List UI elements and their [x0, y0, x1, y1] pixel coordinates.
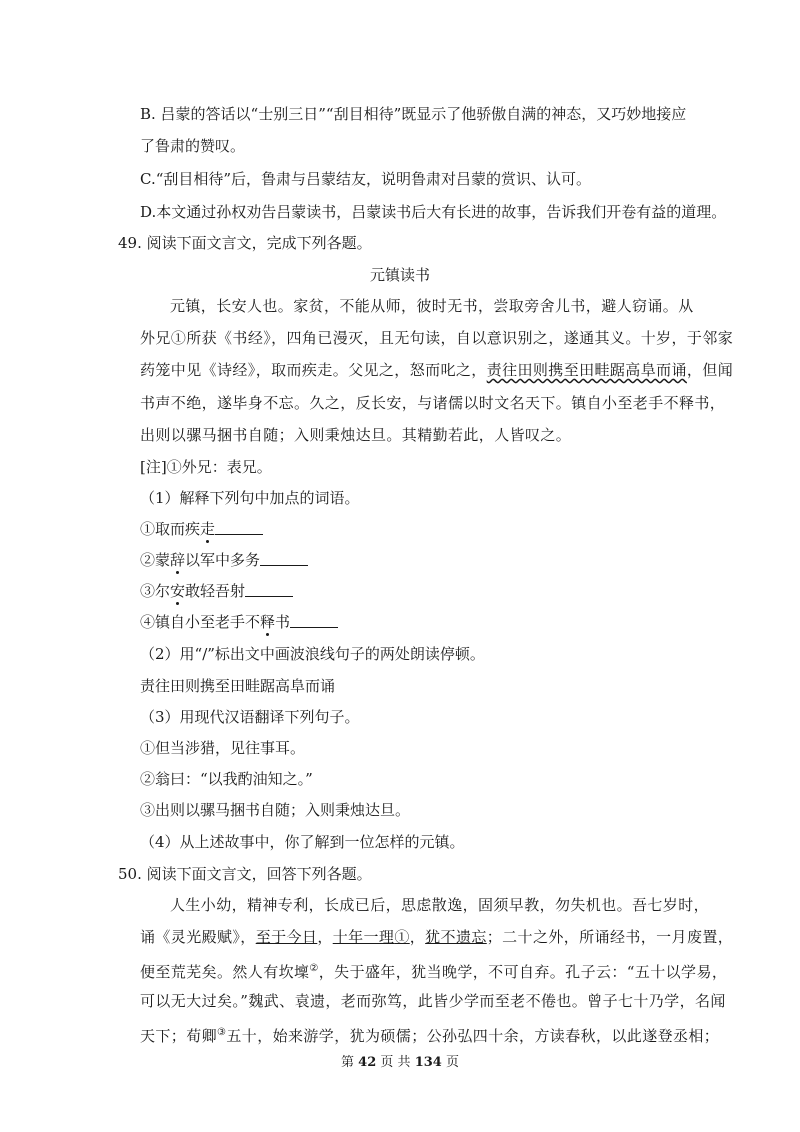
footnote-marker: ① — [170, 329, 187, 347]
passage-49-text: 所获《书经》，四角已漫灭，且无句读，自以意识别之，遂通其义。十岁，于邻家 — [186, 329, 734, 347]
passage-50-text: ，失于盛年，犹当晚学，不可自弃。孔子云：“五十以学易， — [318, 963, 728, 981]
translate-item-2: ②翁曰：“以我酌油知之。” — [140, 770, 313, 788]
dotted-character: 释 — [260, 613, 276, 631]
word-item-text: ③尔 — [140, 582, 171, 600]
answer-blank[interactable] — [215, 520, 263, 535]
passage-50-text: 天下；荀卿 — [140, 1027, 218, 1045]
passage-50-line5 — [140, 1023, 719, 1046]
footer-text: 第 — [341, 1055, 355, 1070]
passage-50-text: 便至荒芜矣。然人有坎壈 — [140, 963, 310, 981]
option-c: C.“刮目相待”后，鲁肃与吕蒙结友，说明鲁肃对吕蒙的赏识、认可。 — [140, 170, 592, 188]
translate-item-1: ①但当涉猎，见往事耳。 — [140, 739, 306, 757]
underlined-phrase-text: 十年一理 — [332, 928, 395, 946]
footnote: [注]①外兄：表兄。 — [140, 458, 272, 476]
dotted-character: 辞 — [170, 551, 186, 569]
sub-question-4: （4）从上述故事中，你了解到一位怎样的元镇。 — [140, 833, 465, 851]
word-item-text: 书 — [275, 613, 291, 631]
sub-question-1: （1）解释下列句中加点的词语。 — [140, 489, 360, 507]
underlined-phrase: 至于今日 — [255, 928, 318, 946]
word-item-4 — [140, 612, 338, 632]
word-item-3 — [140, 581, 293, 601]
question-50-stem: 50. 阅读下面文言文，回答下列各题。 — [118, 865, 372, 883]
translate-item-3: ③出则以骡马捆书自随；入则秉烛达旦。 — [140, 801, 411, 819]
answer-blank[interactable] — [245, 582, 293, 597]
passage-49-line2 — [140, 328, 733, 348]
passage-49-line3 — [140, 360, 733, 380]
word-item-text: ④镇自小至老手不 — [140, 613, 261, 631]
passage-50-text: 诵《灵光殿赋》， — [140, 928, 256, 946]
passage-49-line1: 元镇，长安人也。家贫，不能从师，彼时无书，尝取旁舍儿书，避人窃诵。从 — [170, 297, 694, 315]
sub-question-2-sentence: 责往田则携至田畦踞高阜而诵 — [140, 677, 336, 695]
answer-blank[interactable] — [260, 551, 308, 566]
underlined-phrase — [333, 928, 410, 946]
footnote-marker: ① — [394, 928, 410, 946]
dotted-character: 安 — [170, 582, 186, 600]
footnote-marker: ② — [309, 963, 319, 974]
footnote-marker: ③ — [217, 1027, 227, 1038]
option-b-line1: B. 吕蒙的答话以“士别三日”“刮目相待”既显示了他骄傲自满的神态，又巧妙地接应 — [140, 105, 687, 123]
passage-50-line3 — [140, 959, 727, 982]
passage-50-text: 五十，始来游学，犹为硕儒；公孙弘四十余，方读春秋，以此遂登丞相； — [226, 1027, 720, 1045]
passage-50-text: ， — [409, 928, 426, 946]
question-49-stem: 49. 阅读下面文言文，完成下列各题。 — [118, 234, 372, 252]
sub-question-3: （3）用现代汉语翻译下列句子。 — [140, 708, 360, 726]
word-item-2 — [140, 550, 308, 570]
wavy-underlined-sentence: 责往田则携至田畦踞高阜而诵 — [486, 361, 687, 379]
word-item-1 — [140, 519, 263, 539]
passage-title: 元镇读书 — [369, 266, 430, 284]
answer-blank[interactable] — [290, 613, 338, 628]
passage-50-line4: 可以无大过矣。”魏武、袁遗，老而弥笃，此皆少学而至老不倦也。曾子七十乃学，名闻 — [140, 992, 726, 1010]
option-b-line2: 了鲁肃的赞叹。 — [140, 137, 246, 155]
word-item-text: ②蒙 — [140, 551, 171, 569]
passage-50-text: ， — [317, 928, 333, 946]
footer-text: 页 — [445, 1055, 459, 1070]
footer-text: 页 共 — [380, 1055, 411, 1070]
passage-50-line1: 人生小幼，精神专利，长成已后，思虑散逸，固须早教，勿失机也。吾七岁时， — [170, 896, 710, 914]
passage-49-line4: 书声不绝，遂毕身不忘。久之，反长安，与诸儒以时文名天下。镇自小至老手不释书， — [140, 394, 726, 412]
page-number: 42 — [358, 1055, 377, 1070]
passage-49-text: 药笼中见《诗经》，取而疾走。父见之，怒而叱之， — [140, 361, 487, 379]
passage-50-text: ；二十之外，所诵经书，一月废置， — [486, 928, 734, 946]
word-item-text: 以军中多务 — [185, 551, 261, 569]
page-footer — [0, 1053, 800, 1073]
underlined-phrase: 犹不遗忘 — [425, 928, 487, 946]
page-total: 134 — [414, 1055, 442, 1070]
passage-50-line2 — [140, 927, 733, 947]
passage-49-text: ，但闻 — [686, 361, 734, 379]
option-d: D.本文通过孙权劝告吕蒙读书，吕蒙读书后大有长进的故事，告诉我们开卷有益的道理。 — [140, 203, 727, 221]
sub-question-2: （2）用“/”标出文中画波浪线句子的两处朗读停顿。 — [140, 645, 485, 663]
passage-49-text: 外兄 — [140, 329, 171, 347]
word-item-text: ①取而疾 — [140, 520, 201, 538]
passage-49-line5: 出则以骡马捆书自随；入则秉烛达旦。其精勤若此，人皆叹之。 — [140, 426, 572, 444]
word-item-text: 敢轻吾射 — [185, 582, 246, 600]
dotted-character: 走 — [200, 520, 216, 538]
